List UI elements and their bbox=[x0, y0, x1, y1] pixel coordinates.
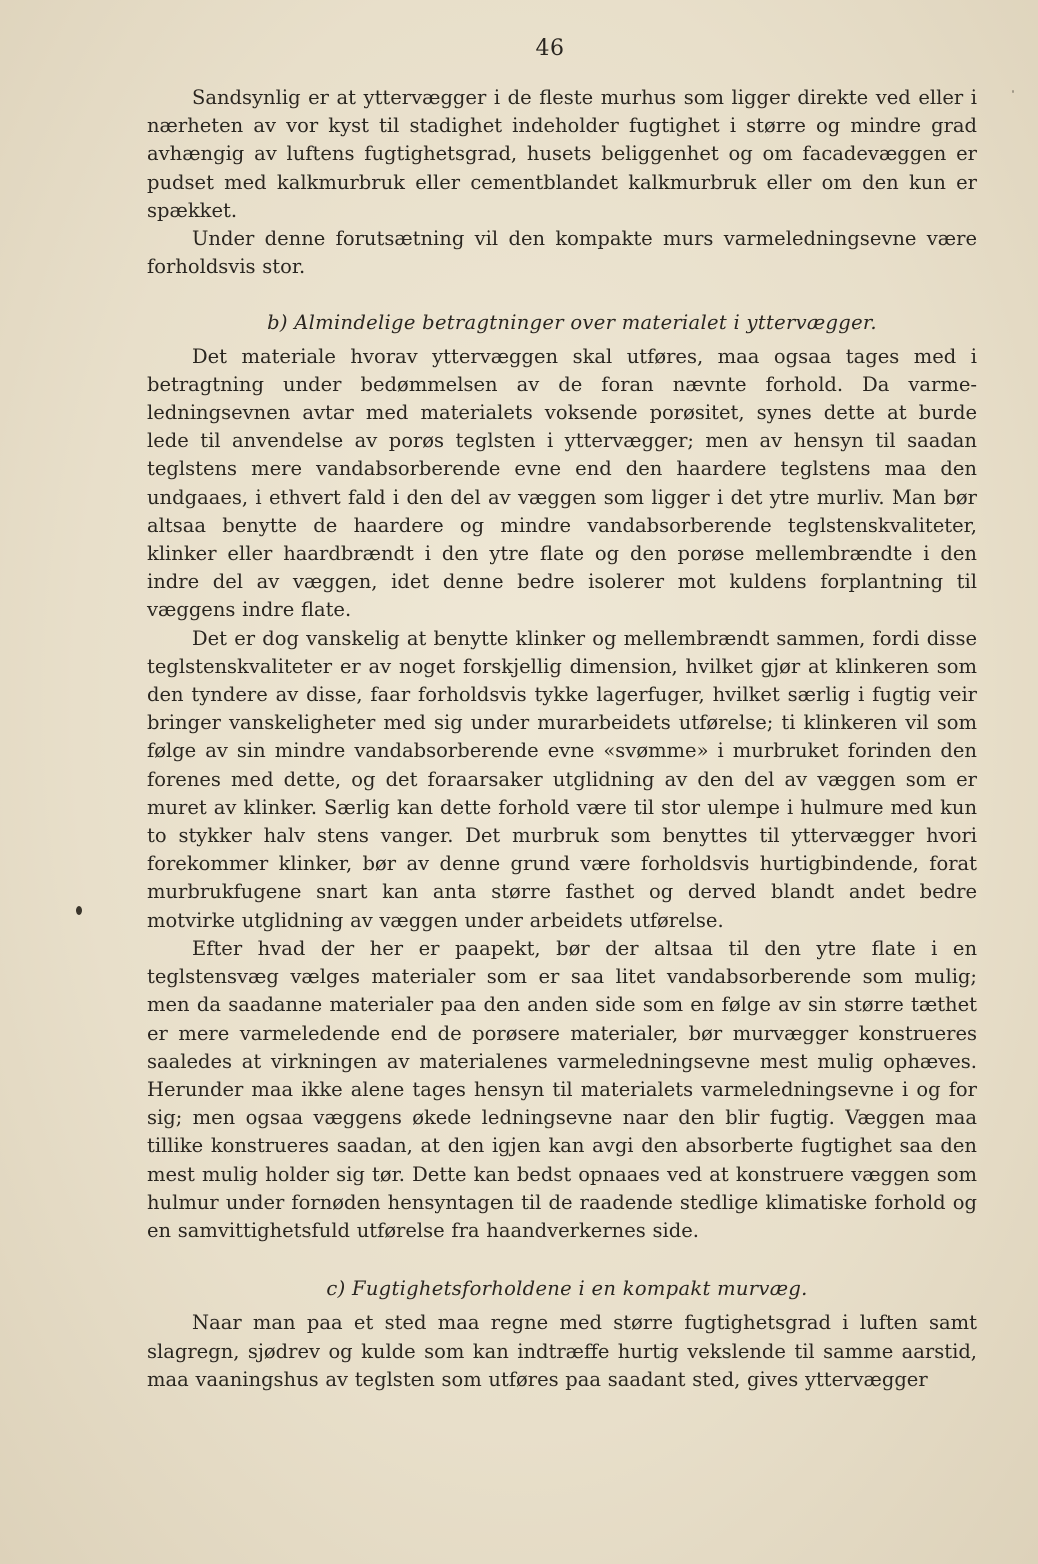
paper-speck bbox=[76, 906, 82, 915]
paragraph-6: Naar man paa et sted maa regne med større fugtighetsgrad i luften samt slagregn, sjødrev og kulde som kan indtræffe hurtig vekslende til samme aarstid, maa vaaningshus av teglsten som utføres paa saadant sted, gives yttervægger bbox=[147, 1311, 977, 1391]
page-number: 46 bbox=[535, 36, 565, 61]
section-heading-b: b) Almindelige betragtninger over materialet i yttervægger. bbox=[267, 311, 877, 335]
paragraph-5: Efter hvad der her er paapekt, bør der altsaa til den ytre flate i en teglstensvæg vælges materialer som er saa litet vandabsorberende som mulig; men da saadanne materialer paa den anden side som en følge av sin større tæthet er mere varmeledende end de porøsere materialer, bør murvægger konstrueres saaledes at virkningen av materialenes varmeledningsevne mest mulig ophæves. Herunder maa ikke alene tages hensyn til materialets varmeledningsevne i og for sig; men ogsaa væggens økede ledningsevne naar den blir fugtig. Væggen maa tillike konstrueres saadan, at den igjen kan avgi den absorberte fugtighet saa den mest mulig holder sig tør. Dette kan bedst opnaaes ved at konstruere væggen som hulmur under fornøden hensyntagen til de raadende stedlige klimatiske forhold og en samvittighetsfuld utførelse fra haandverkernes side. bbox=[147, 936, 977, 1242]
paragraph-3: Det materiale hvorav yttervæggen skal utføres, maa ogsaa tages med i betragtning under bedømmelsen av de foran nævnte forhold. Da varmeledningsevnen avtar med materialets voksende porøsitet, synes dette at burde lede til anvendelse av porøs teglsten i yttervægger; men av hensyn til saadan teglstens mere vandabsorberende evne end den haardere teglstens maa den undgaaes, i ethvert fald i den del av væggen som ligger i det ytre murliv. Man bør altsaa benytte de haardere og mindre vandabsorberende teglstenskvaliteter, klinker eller haardbrændt i den ytre flate og den porøse mellembrændte i den indre del av væggen, idet denne bedre isolerer mot kuldens forplantning til væggens indre flate. bbox=[147, 344, 977, 622]
paragraph-2: Under denne forutsætning vil den kompakte murs varmeledningsevne være forholdsvis stor. bbox=[147, 227, 977, 279]
paper-speck bbox=[1012, 90, 1014, 93]
body-text bbox=[147, 84, 977, 1394]
paragraph-1: Sandsynlig er at yttervægger i de fleste murhus som ligger direkte ved eller i nærheten av vor kyst til stadighet indeholder fugtighet i større og mindre grad avhængig av luftens fugtighetsgrad, husets beliggenhet og om facadevæggen er pudset med kalkmurbruk eller cementblandet kalkmurbruk eller om den kun er spækket. bbox=[147, 86, 977, 222]
paragraph-4: Det er dog vanskelig at benytte klinker og mellembrændt sammen, fordi disse teglstenskvaliteter er av noget forskjellig dimension, hvilket gjør at klinkeren som den tyndere av disse, faar forholdsvis tykke lagerfuger, hvilket særlig i fugtig veir bringer vanskeligheter med sig under murarbeidets utførelse; ti klinkeren vil som følge av sin mindre vandabsorberende evne «svømme» i murbruket forinden den forenes med dette, og det foraarsaker utglidning av den del av væggen som er muret av klinker. Særlig kan dette forhold være til stor ulempe i hulmure med kun to stykker halv stens vanger. Det murbruk som benyttes til yttervægger hvori forekommer klinker, bør av denne grund være forholdsvis hurtigbindende, forat murbrukfugene snart kan anta større fasthet og derved blandt andet bedre motvirke utglidning av væggen under arbeidets utførelse. bbox=[147, 626, 977, 932]
section-heading-c: c) Fugtighetsforholdene i en kompakt murvæg. bbox=[326, 1277, 808, 1301]
